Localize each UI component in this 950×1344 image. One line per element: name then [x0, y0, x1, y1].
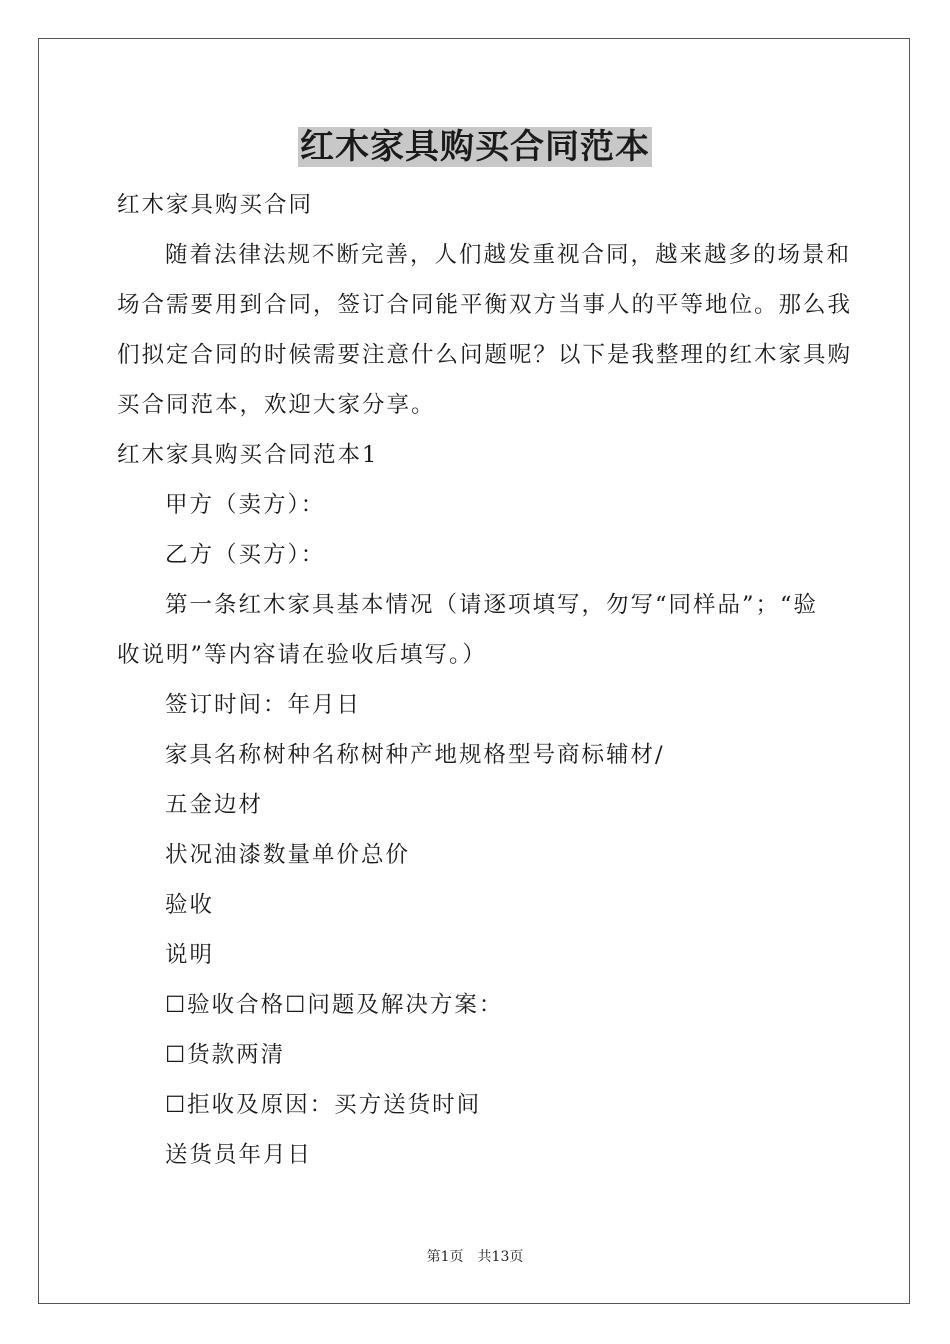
document-title: [0, 124, 950, 170]
checkbox-payment-line: ☐货款两清: [165, 1042, 286, 1068]
checkbox-acceptance-line: ☐验收合格☐问题及解决方案：: [165, 992, 504, 1018]
intro-line-2: 场合需要用到合同，签订合同能平衡双方当事人的平等地位。那么我: [117, 292, 853, 318]
article-1-line-2: 收说明”等内容请在验收后填写。）: [117, 642, 487, 668]
section-heading: 红木家具购买合同范本1: [117, 442, 379, 468]
intro-line-4: 买合同范本，欢迎大家分享。: [117, 392, 436, 418]
intro-line-3: 们拟定合同的时候需要注意什么问题呢？以下是我整理的红木家具购: [117, 342, 853, 368]
explanation-label: 说明: [165, 942, 215, 968]
party-a-line: 甲方（卖方）：: [165, 492, 326, 518]
intro-line-1: 随着法律法规不断完善，人们越发重视合同，越来越多的场景和: [165, 242, 852, 268]
delivery-person-line: 送货员年月日: [165, 1142, 313, 1168]
party-b-line: 乙方（买方）：: [165, 542, 326, 568]
checkbox-reject-line: ☐拒收及原因：买方送货时间: [165, 1092, 482, 1118]
table-header-line-3: 状况油漆数量单价总价: [165, 842, 411, 868]
table-header-line-2: 五金边材: [165, 792, 264, 818]
article-1-line-1: 第一条红木家具基本情况（请逐项填写，勿写“同样品”；“验: [165, 592, 819, 618]
page-number-footer: 第1页 共13页: [426, 1249, 524, 1265]
document-title-text: 红木家具购买合同范本: [300, 127, 650, 167]
acceptance-label: 验收: [165, 892, 215, 918]
signing-time-line: 签订时间：年月日: [165, 692, 362, 718]
document-body: [117, 180, 853, 1180]
table-header-line-1: 家具名称树种名称树种产地规格型号商标辅材/: [165, 742, 665, 768]
subtitle-line: 红木家具购买合同: [117, 192, 314, 218]
